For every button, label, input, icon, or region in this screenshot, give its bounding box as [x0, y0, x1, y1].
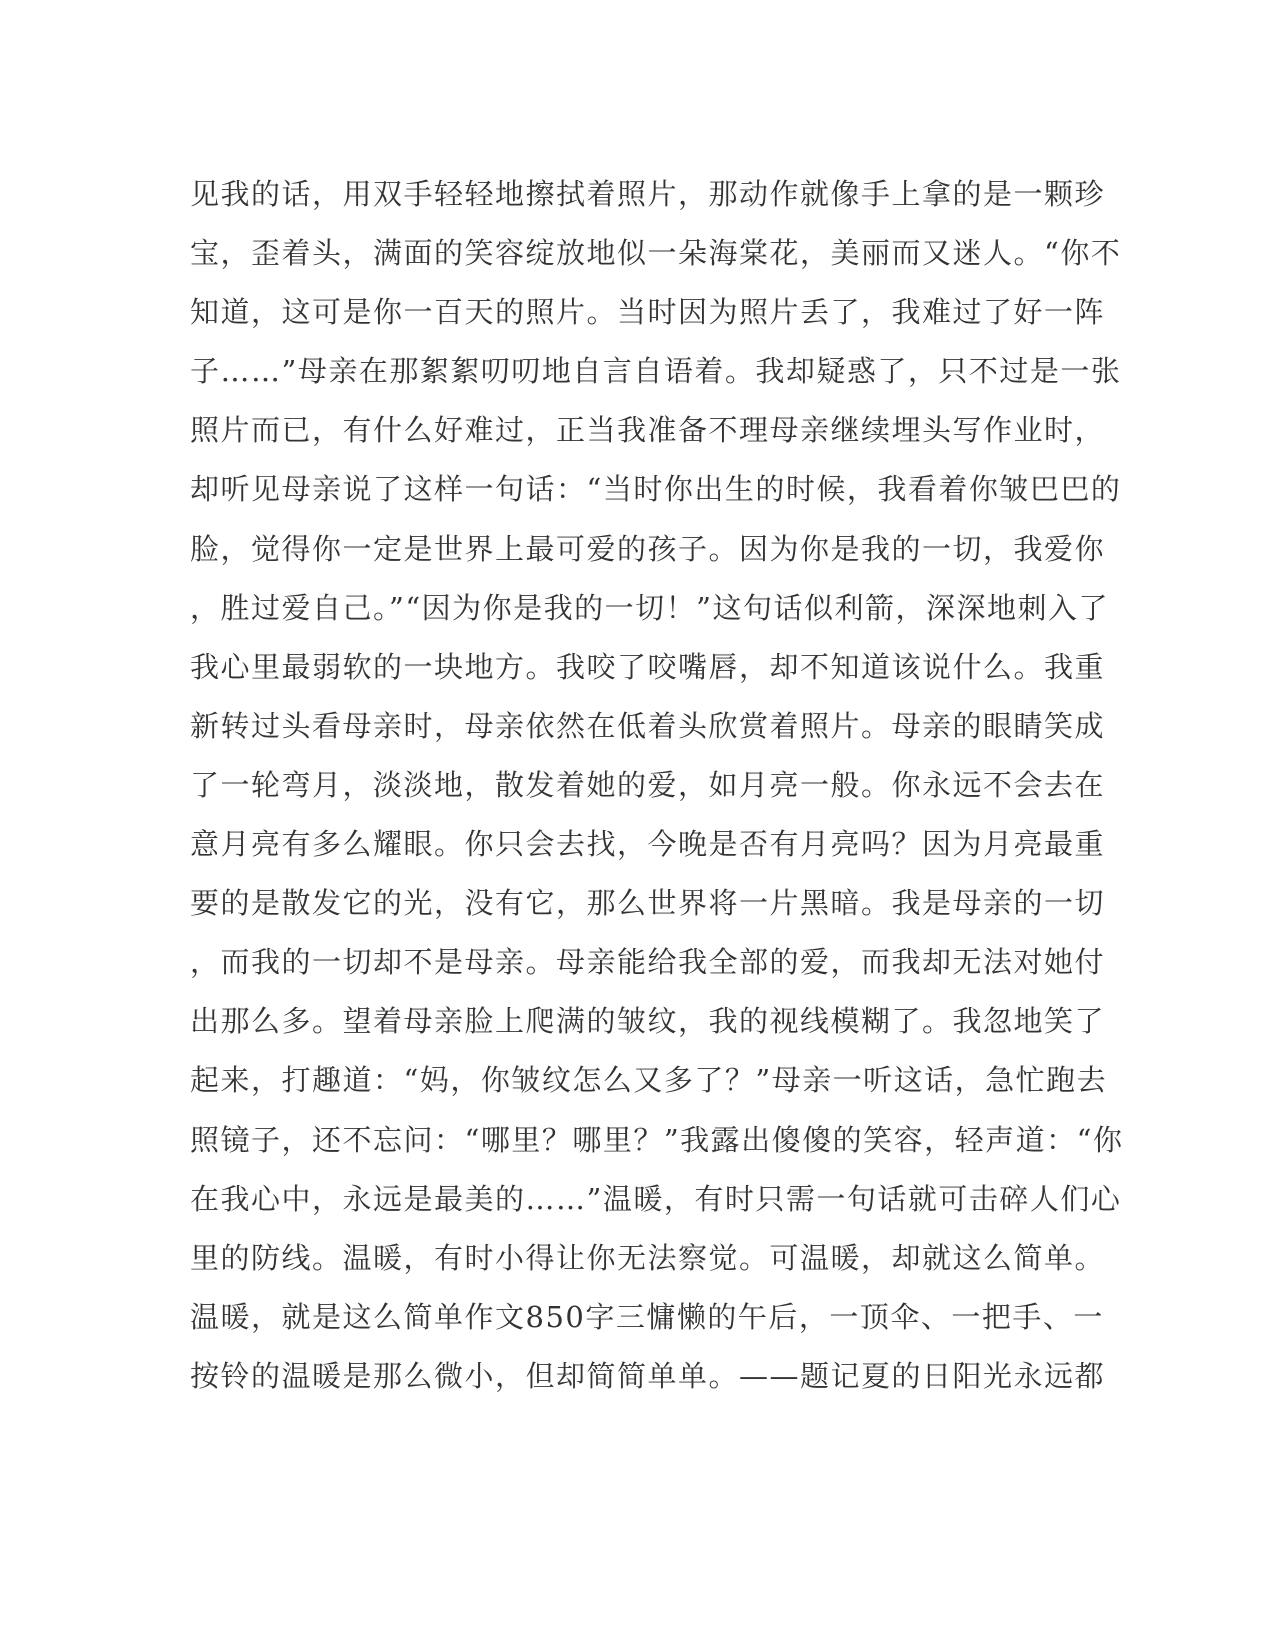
text-line: 照片而已，有什么好难过，正当我准备不理母亲继续埋头写作业时， — [190, 413, 1106, 448]
text-line: 见我的话，用双手轻轻地擦拭着照片，那动作就像手上拿的是一颗珍 — [190, 177, 1106, 211]
text-line: 照镜子，还不忘问：“哪里？哪里？”我露出傻傻的笑容，轻声道：“你 — [190, 1122, 1124, 1157]
text-line: 子……”母亲在那絮絮叨叨地自言自语着。我却疑惑了，只不过是一张 — [190, 354, 1122, 389]
text-line: 意月亮有多么耀眼。你只会去找，今晚是否有月亮吗？因为月亮最重 — [190, 827, 1106, 862]
text-line: 了一轮弯月，淡淡地，散发着她的爱，如月亮一般。你永远不会去在 — [190, 767, 1106, 802]
text-line: 在我心中，永远是最美的……”温暖，有时只需一句话就可击碎人们心 — [190, 1181, 1122, 1216]
text-line: 起来，打趣道：“妈，你皱纹怎么又多了？”母亲一听这话，急忙跑去 — [190, 1063, 1108, 1098]
text-line: 宝，歪着头，满面的笑容绽放地似一朵海棠花，美丽而又迷人。“你不 — [190, 236, 1122, 271]
text-line: 新转过头看母亲时，母亲依然在低着头欣赏着照片。母亲的眼睛笑成 — [190, 708, 1106, 743]
text-line: 按铃的温暖是那么微小，但却简简单单。——题记夏的日阳光永远都 — [190, 1358, 1106, 1393]
text-line: 里的防线。温暖，有时小得让你无法察觉。可温暖，却就这么简单。 — [190, 1240, 1106, 1275]
text-line: 出那么多。望着母亲脸上爬满的皱纹，我的视线模糊了。我忽地笑了 — [190, 1004, 1106, 1039]
text-line: 温暖，就是这么简单作文850字三慵懒的午后，一顶伞、一把手、一 — [190, 1299, 1104, 1334]
text-line: 我心里最弱软的一块地方。我咬了咬嘴唇，却不知道该说什么。我重 — [190, 649, 1106, 684]
text-line: ，而我的一切却不是母亲。母亲能给我全部的爱，而我却无法对她付 — [190, 945, 1106, 980]
text-line: 要的是散发它的光，没有它，那么世界将一片黑暗。我是母亲的一切 — [190, 886, 1106, 921]
text-line: 知道，这可是你一百天的照片。当时因为照片丢了，我难过了好一阵 — [190, 295, 1106, 330]
text-line: 却听见母亲说了这样一句话：“当时你出生的时候，我看着你皱巴巴的 — [190, 472, 1122, 507]
text-line: ，胜过爱自己。”“因为你是我的一切！”这句话似利箭，深深地刺入了 — [190, 590, 1109, 625]
body-text — [190, 165, 1124, 1406]
text-line: 脸，觉得你一定是世界上最可爱的孩子。因为你是我的一切，我爱你 — [190, 531, 1106, 566]
